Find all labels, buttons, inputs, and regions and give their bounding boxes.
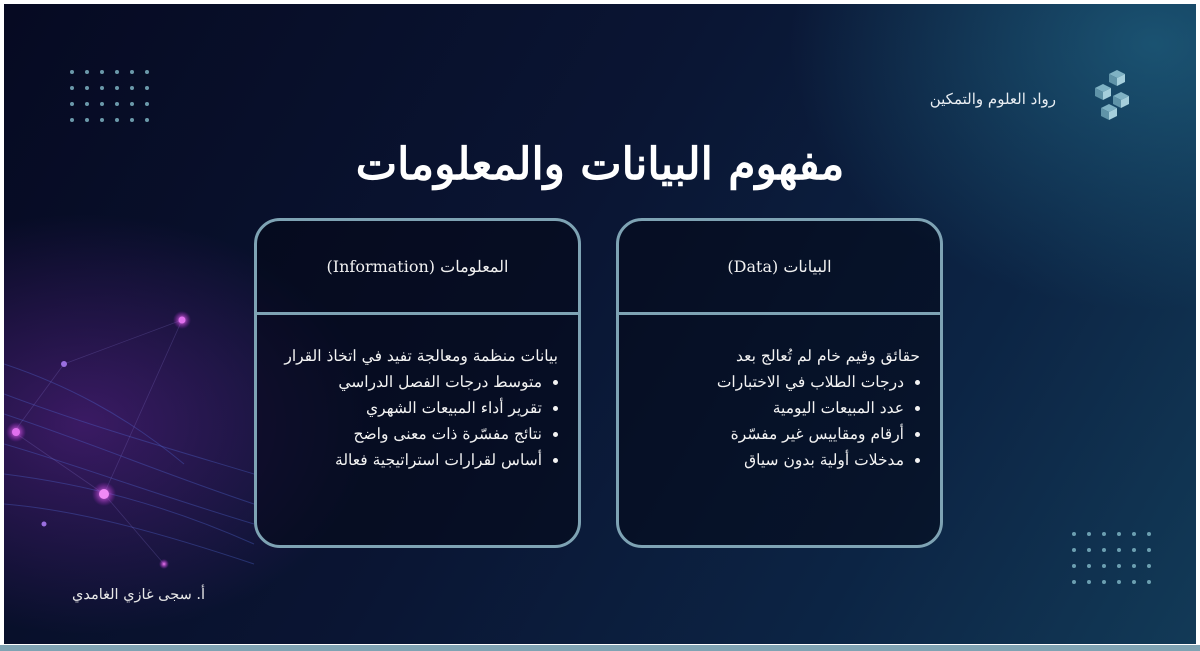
list-item: • متوسط درجات الفصل الدراسي: [277, 369, 542, 395]
dot-grid-top-left: [70, 70, 149, 122]
dot-grid-bottom-right: [1072, 532, 1151, 584]
data-card: [616, 218, 943, 548]
slide: [4, 4, 1196, 644]
logo-icon: [1087, 70, 1135, 120]
information-card-list: [277, 369, 558, 473]
data-card-intro: حقائق وقيم خام لم تُعالج بعد: [735, 347, 920, 365]
information-card-intro: بيانات منظمة ومعالجة تفيد في اتخاذ القرار: [284, 347, 558, 365]
data-card-body: [619, 315, 940, 473]
slide-title: مفهوم البيانات والمعلومات: [355, 139, 845, 190]
bottom-accent-bar: [0, 645, 1200, 651]
list-item: • أساس لقرارات استراتيجية فعالة: [277, 447, 542, 473]
information-card: [254, 218, 581, 548]
information-card-heading: المعلومات (Information): [257, 221, 578, 315]
data-card-list: [639, 369, 920, 473]
list-item: • درجات الطلاب في الاختبارات: [639, 369, 904, 395]
author-name: أ. سجى غازي الغامدي: [72, 587, 205, 603]
data-card-heading: البيانات (Data): [619, 221, 940, 315]
list-item: • عدد المبيعات اليومية: [639, 395, 904, 421]
list-item: • نتائج مفسّرة ذات معنى واضح: [277, 421, 542, 447]
information-card-body: [257, 315, 578, 473]
list-item: • تقرير أداء المبيعات الشهري: [277, 395, 542, 421]
list-item: • مدخلات أولية بدون سياق: [639, 447, 904, 473]
organization-name: رواد العلوم والتمكين: [929, 90, 1056, 108]
list-item: • أرقام ومقاييس غير مفسّرة: [639, 421, 904, 447]
